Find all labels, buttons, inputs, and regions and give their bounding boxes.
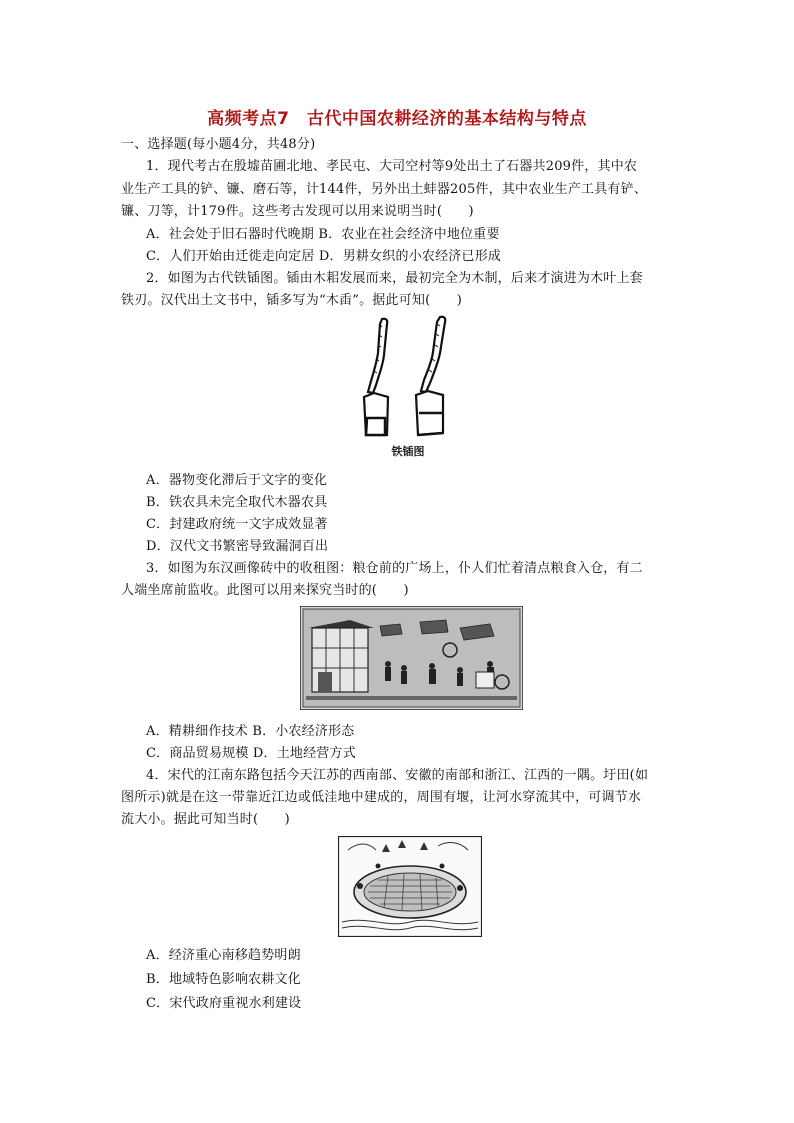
question-text-line: 1．现代考古在殷墟苗圃北地、孝民屯、大司空村等9处出土了石器共209件，其中农 [146, 159, 638, 174]
option-line: A．精耕细作技术 B．小农经济形态 [146, 724, 355, 739]
question-text-line: 镰、刀等，计179件。这些考古发现可以用来说明当时( ) [121, 204, 474, 219]
rent-collection-brick-figure [300, 606, 523, 710]
option-line: B．地域特色影响农耕文化 [146, 972, 301, 987]
option-line: C．封建政府统一文字成效显著 [146, 517, 328, 532]
question-text-line: 流大小。据此可知当时( ) [121, 812, 290, 827]
option-line: C．人们开始由迁徙走向定居 D．男耕女织的小农经济已形成 [146, 249, 502, 264]
option-line: C．商品贸易规模 D．土地经营方式 [146, 746, 356, 761]
iron-spade-figure [360, 315, 456, 440]
option-line: D．汉代文书繁密导致漏洞百出 [146, 539, 329, 554]
question-text-line: 3．如图为东汉画像砖中的收租图：粮仓前的广场上，仆人们忙着清点粮食入仓，有二 [146, 561, 643, 576]
option-line: A．经济重心南移趋势明朗 [146, 948, 301, 963]
option-line: C．宋代政府重视水利建设 [146, 996, 302, 1011]
option-line: B．铁农具未完全取代木器农具 [146, 495, 328, 510]
section-heading: 一、选择题(每小题4分，共48分) [121, 137, 316, 152]
option-line: A．社会处于旧石器时代晚期 B．农业在社会经济中地位重要 [146, 227, 500, 242]
option-line: A．器物变化滞后于文字的变化 [146, 473, 328, 488]
question-text-line: 业生产工具的铲、镰、磨石等，计144件，另外出土蚌器205件，其中农业生产工具有铲、 [121, 182, 648, 197]
question-text-line: 铁刃。汉代出土文书中，锸多写为“木臿”。据此可知( ) [121, 293, 463, 308]
figure-caption: 铁锸图 [391, 445, 425, 458]
question-text-line: 人端坐席前监收。此图可以用来探究当时的( ) [121, 583, 409, 598]
question-text-line: 图所示)就是在这一带靠近江边或低洼地中建成的，周围有堰，让河水穿流其中，可调节水 [121, 790, 642, 805]
polder-field-figure [338, 836, 482, 937]
page-title: 高频考点7 古代中国农耕经济的基本结构与特点 [207, 109, 587, 129]
question-text-line: 2．如图为古代铁锸图。锸由木耜发展而来，最初完全为木制，后来才演进为木叶上套 [146, 271, 643, 286]
question-text-line: 4．宋代的江南东路包括今天江苏的西南部、安徽的南部和浙江、江西的一隅。圩田(如 [146, 768, 649, 783]
